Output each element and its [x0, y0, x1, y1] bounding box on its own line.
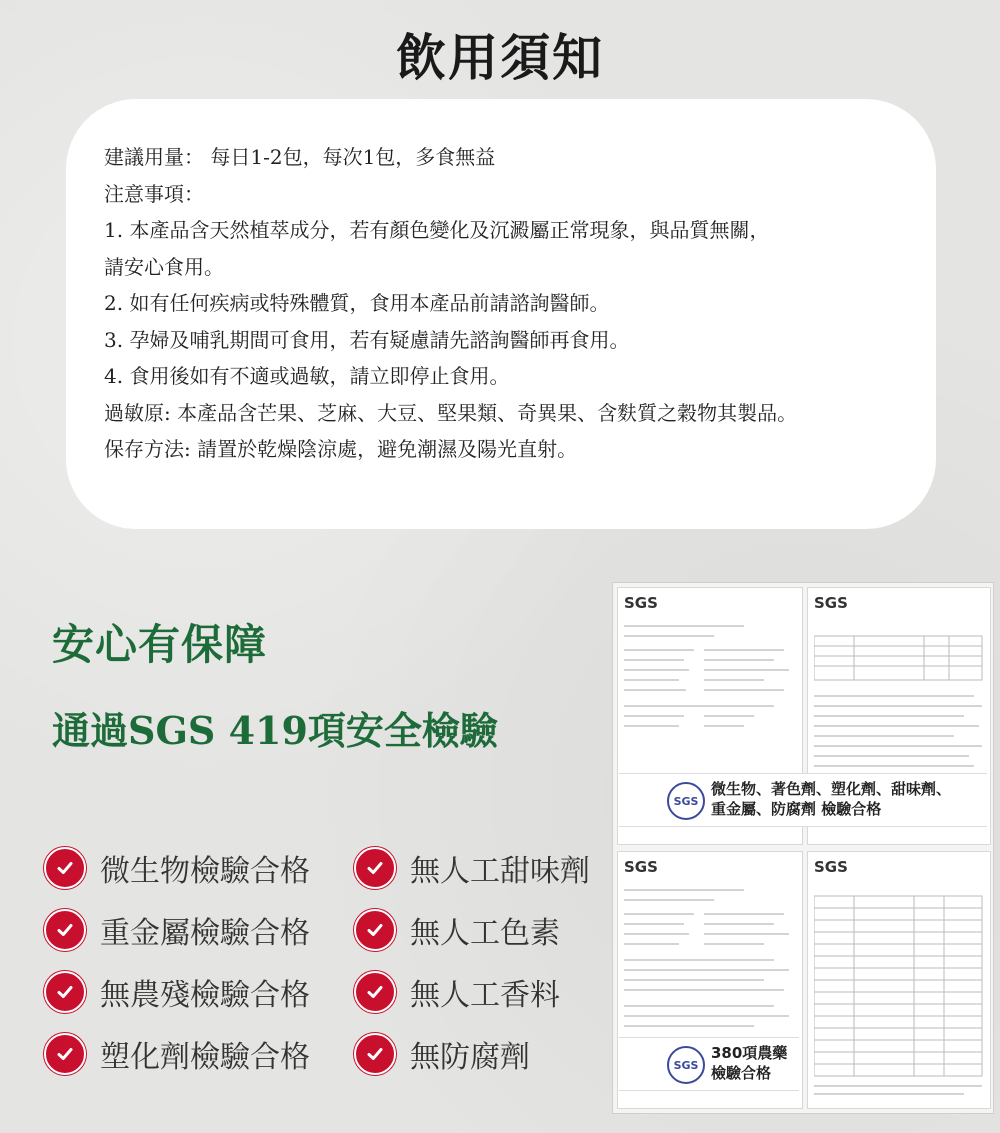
sgs-reports-collage [612, 582, 994, 1114]
check-grid [44, 846, 624, 1096]
sgs-seal-text: SGS [673, 1058, 699, 1072]
check-circle-icon [354, 971, 396, 1013]
check-item [354, 908, 560, 952]
check-label: 塑化劑檢驗合格 [100, 1040, 310, 1075]
assurance-subtitle: 通過SGS 419項安全檢驗 [52, 708, 498, 753]
check-item [44, 1032, 310, 1076]
notice-line: 4. 食用後如有不適或過敏，請立即停止食用。 [104, 364, 510, 388]
check-label: 無人工甜味劑 [410, 854, 590, 889]
sgs-seal-icon [667, 1046, 705, 1084]
report-caption-bottom-line1: 380項農藥 [711, 1044, 788, 1062]
report-caption-top-line1: 微生物、著色劑、塑化劑、甜味劑、 [711, 780, 952, 798]
check-circle-icon [44, 909, 86, 951]
check-label: 微生物檢驗合格 [100, 854, 310, 889]
check-label: 無人工香料 [410, 978, 560, 1013]
check-item [44, 846, 310, 890]
notice-line: 過敏原: 本產品含芒果、芝麻、大豆、堅果類、奇異果、含麩質之穀物其製品。 [104, 400, 798, 425]
page-title: 飲用須知 [396, 29, 604, 87]
notice-card [66, 99, 936, 529]
report-table-lines [814, 886, 984, 1102]
notice-line: 1. 本產品含天然植萃成分，若有顏色變化及沉澱屬正常現象，與品質無關， [104, 218, 770, 242]
notice-line: 保存方法: 請置於乾燥陰涼處，避免潮濕及陽光直射。 [104, 437, 578, 461]
notice-line: 建議用量： 每日1-2包，每次1包，多食無益 [104, 145, 496, 169]
check-item [44, 970, 310, 1014]
check-item [354, 970, 560, 1014]
sgs-seal-text: SGS [673, 794, 699, 808]
sgs-seal-icon [667, 782, 705, 820]
report-overlay-top [619, 773, 987, 827]
notice-line: 請安心食用。 [104, 254, 224, 279]
notice-line: 注意事項： [104, 181, 204, 206]
check-item [354, 846, 590, 890]
notice-lines [104, 139, 906, 468]
assurance-title: 安心有保障 [52, 620, 268, 669]
check-circle-icon [354, 847, 396, 889]
check-circle-icon [44, 1033, 86, 1075]
sgs-logo: SGS [814, 594, 848, 612]
check-label: 無農殘檢驗合格 [100, 978, 310, 1013]
notice-line: 3. 孕婦及哺乳期間可食用，若有疑慮請先諮詢醫師再食用。 [104, 327, 630, 352]
sgs-logo: SGS [624, 858, 658, 876]
sgs-logo: SGS [624, 594, 658, 612]
sgs-logo: SGS [814, 858, 848, 876]
check-item [354, 1032, 530, 1076]
check-label: 無防腐劑 [410, 1040, 530, 1075]
check-label: 重金屬檢驗合格 [100, 916, 310, 951]
sgs-report-page [807, 851, 991, 1109]
check-label: 無人工色素 [410, 916, 560, 951]
check-item [44, 908, 310, 952]
notice-line: 2. 如有任何疾病或特殊體質，食用本產品前請諮詢醫師。 [104, 291, 610, 315]
check-circle-icon [44, 971, 86, 1013]
report-caption-top-line2: 重金屬、防腐劑 檢驗合格 [711, 800, 882, 818]
report-overlay-bottom [619, 1037, 799, 1091]
check-circle-icon [354, 909, 396, 951]
check-circle-icon [354, 1033, 396, 1075]
report-caption-bottom-line2: 檢驗合格 [711, 1064, 772, 1082]
check-circle-icon [44, 847, 86, 889]
